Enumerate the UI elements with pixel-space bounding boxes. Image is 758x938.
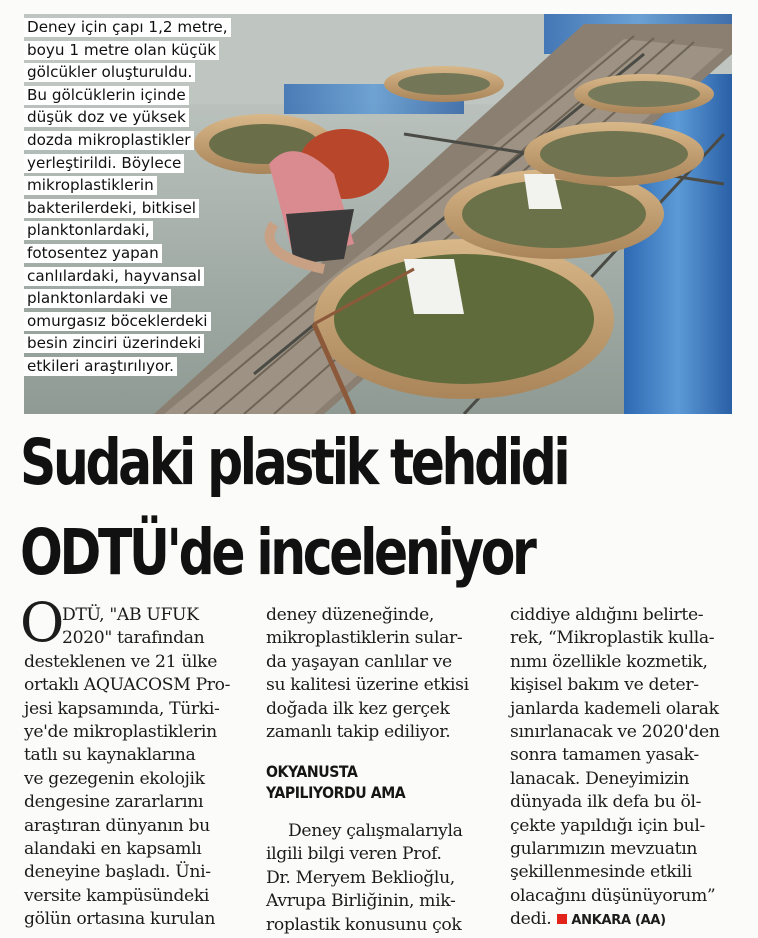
body-line: tatlı su kaynaklarına [24,745,196,766]
photo-caption [24,16,264,378]
subheading [266,761,461,803]
caption-line: canlılardaki, hayvansal [24,267,204,286]
body-line: nımı özellikle kozmetik, [510,651,708,672]
body-line: kişisel bakım ve deter- [510,675,699,696]
body-line: jesi kapsamında, Türki- [24,698,220,719]
body-line: ortaklı AQUACOSM Pro- [24,675,231,696]
body-line: desteklenen ve 21 ülke [24,651,218,672]
headline-line-2: ODTÜ'de inceleniyor [20,516,534,589]
body-line: Avrupa Birliğinin, mik- [266,891,456,912]
body-line: zamanlı takip ediliyor. [266,721,451,742]
body-line: dünyada ilk defa bu öl- [510,792,702,813]
end-marker-icon [557,914,567,924]
body-line: ye'de mikroplastiklerin [24,721,217,742]
article-column-1 [20,591,246,934]
body-line: da yaşayan canlılar ve [266,651,452,672]
body-line: ve gezegenin ekolojik [24,768,205,789]
caption-line: besin zinciri üzerindeki [24,334,204,353]
caption-line: boyu 1 metre olan küçük [24,41,219,60]
caption-line: bakterilerdeki, bitkisel [24,199,199,218]
body-line: sonra tamamen yasak- [510,745,699,766]
body-line: deneyine başladı. Üni- [24,862,211,883]
body-line: Deney çalışmalarıyla [288,821,463,841]
body-line: alandaki en kapsamlı [24,838,202,859]
body-line: dengesine zararlarını [24,792,204,813]
body-line: Dr. Meryem Beklioğlu, [266,867,455,888]
article-column-3 [510,604,732,934]
headline [20,418,596,598]
article-photo [24,14,732,414]
body-line-last [510,908,732,931]
article-column-2-continued [266,820,463,937]
caption-line: dozda mikroplastikler [24,131,194,150]
caption-line: mikroplastiklerin [24,176,157,195]
caption-line: düşük doz ve yüksek [24,108,189,127]
caption-line: planktonlardaki ve [24,289,171,308]
caption-line: planktonlardaki, [24,221,153,240]
body-text: dedi. [510,909,552,930]
subheading-line: OKYANUSTA [266,762,358,781]
subheading-line: YAPILIYORDU AMA [266,783,406,802]
drop-cap: O [20,591,64,654]
body-line: DTÜ, "AB UFUK [62,605,199,625]
caption-line: Deney için çapı 1,2 metre, [24,18,231,37]
body-line: lanacak. Deneyimizin [510,768,690,789]
body-line: sınırlanacak ve 2020'den [510,721,720,742]
body-line: mikroplastiklerin sular- [266,628,463,649]
article-column-2 [266,604,488,934]
body-line: deney düzeneğinde, [266,605,435,625]
body-line: olacağını düşünüyorum” [510,885,716,906]
body-line: janlarda kademeli olarak [510,698,719,719]
headline-line-1: Sudaki plastik tehdidi [20,426,568,499]
caption-line: Bu gölcüklerin içinde [24,86,189,105]
body-line: şekillenmesinde etkili [510,862,692,883]
caption-line: etkileri araştırılıyor. [24,357,177,376]
byline-source: ANKARA (AA) [571,913,666,929]
body-line: versite kampüsündeki [24,885,210,906]
caption-line: yerleştirildi. Böylece [24,154,184,173]
body-line: 2020" tarafından [62,628,205,649]
body-line: ciddiye aldığını belirte- [510,605,704,625]
body-line: doğada ilk kez gerçek [266,698,450,719]
caption-line: fotosentez yapan [24,244,162,263]
body-line: su kalitesi üzerine etkisi [266,675,469,696]
body-line: ilgili bilgi veren Prof. [266,844,442,865]
caption-line: omurgasız böceklerdeki [24,312,211,331]
body-line: rek, “Mikroplastik kulla- [510,628,715,649]
body-line: çekte yapıldığı için bul- [510,815,705,836]
caption-line: gölcükler oluşturuldu. [24,63,195,82]
body-line: roplastik konusunu çok [266,914,462,935]
body-line: gularımızın mevzuatın [510,838,698,859]
body-line: araştıran dünyanın bu [24,815,210,836]
body-line: gölün ortasına kurulan [24,909,216,930]
